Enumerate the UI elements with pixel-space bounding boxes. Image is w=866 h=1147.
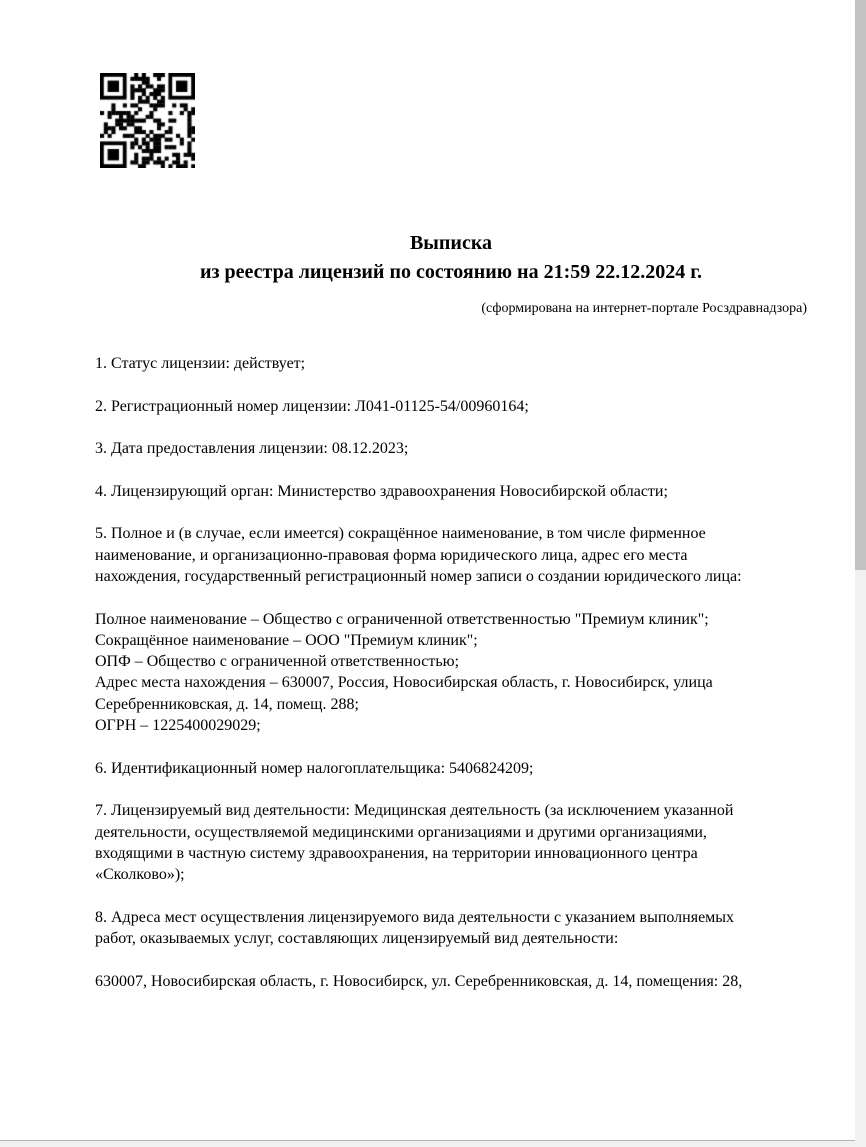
text-line: Адрес места нахождения – 630007, Россия, Новосибирская область, г. Новосибирск, улица — [95, 674, 713, 692]
scrollbar-thumb[interactable] — [855, 0, 866, 570]
text-line: работ, оказываемых услуг, составляющих лицензируемый вид деятельности: — [95, 930, 619, 948]
item-2-reg-number — [95, 396, 795, 417]
title-line-1: Выписка — [409, 232, 493, 254]
text-line: Сокращённое наименование – ООО "Премиум клиник"; — [95, 631, 478, 649]
qr-code — [100, 73, 195, 168]
text-line: 8. Адреса мест осуществления лицензируемого вида деятельности с указанием выполняемых — [95, 908, 735, 926]
text-line: 4. Лицензирующий орган: Министерство здравоохранения Новосибирской области; — [95, 482, 668, 500]
scrollbar-track[interactable] — [855, 0, 866, 1147]
text-line: 5. Полное и (в случае, если имеется) сокращённое наименование, в том числе фирменное — [95, 525, 706, 543]
item-5-legal-entity-heading — [95, 523, 795, 587]
text-line: «Сколково»); — [95, 866, 185, 884]
text-line: 6. Идентификационный номер налогоплательщика: 5406824209; — [95, 759, 534, 777]
text-line: ОПФ – Общество с ограниченной ответственностью; — [95, 653, 460, 671]
address-line — [95, 971, 795, 992]
text-line: ОГРН – 1225400029029; — [95, 717, 261, 735]
text-line: Полное наименование – Общество с ограниченной ответственностью "Премиум клиник"; — [95, 610, 709, 628]
item-6-inn — [95, 758, 795, 779]
legal-entity-details — [95, 609, 795, 737]
text-line: 630007, Новосибирская область, г. Новосибирск, ул. Серебренниковская, д. 14, помещения: 28, — [95, 972, 743, 990]
item-1-status — [95, 353, 795, 374]
text-line: 2. Регистрационный номер лицензии: Л041-01125-54/00960164; — [95, 397, 529, 415]
text-line: Серебренниковская, д. 14, помещ. 288; — [95, 695, 359, 713]
title-line-2: из реестра лицензий по состоянию на 21:59 22.12.2024 г. — [199, 261, 703, 283]
text-line: 7. Лицензируемый вид деятельности: Медицинская деятельность (за исключением указанной — [95, 802, 734, 820]
document-title — [95, 229, 807, 287]
item-4-licensing-authority — [95, 481, 795, 502]
text-line: 3. Дата предоставления лицензии: 08.12.2023; — [95, 440, 409, 458]
text-line: входящими в частную систему здравоохранения, на территории инновационного центра — [95, 844, 698, 862]
item-8-addresses-heading — [95, 907, 795, 950]
text-line: деятельности, осуществляемой медицинскими организациями и другими организациями, — [95, 823, 707, 841]
item-7-licensed-activity — [95, 800, 795, 885]
text-line: наименование, и организационно-правовая форма юридического лица, адрес его места — [95, 546, 688, 564]
text-line: 1. Статус лицензии: действует; — [95, 355, 306, 372]
text-line: нахождения, государственный регистрационный номер записи о создании юридического лица: — [95, 567, 742, 585]
document-body — [95, 353, 795, 992]
document-subtitle: (сформирована на интернет-портале Росздравнадзора) — [481, 301, 807, 316]
item-3-grant-date — [95, 438, 795, 459]
